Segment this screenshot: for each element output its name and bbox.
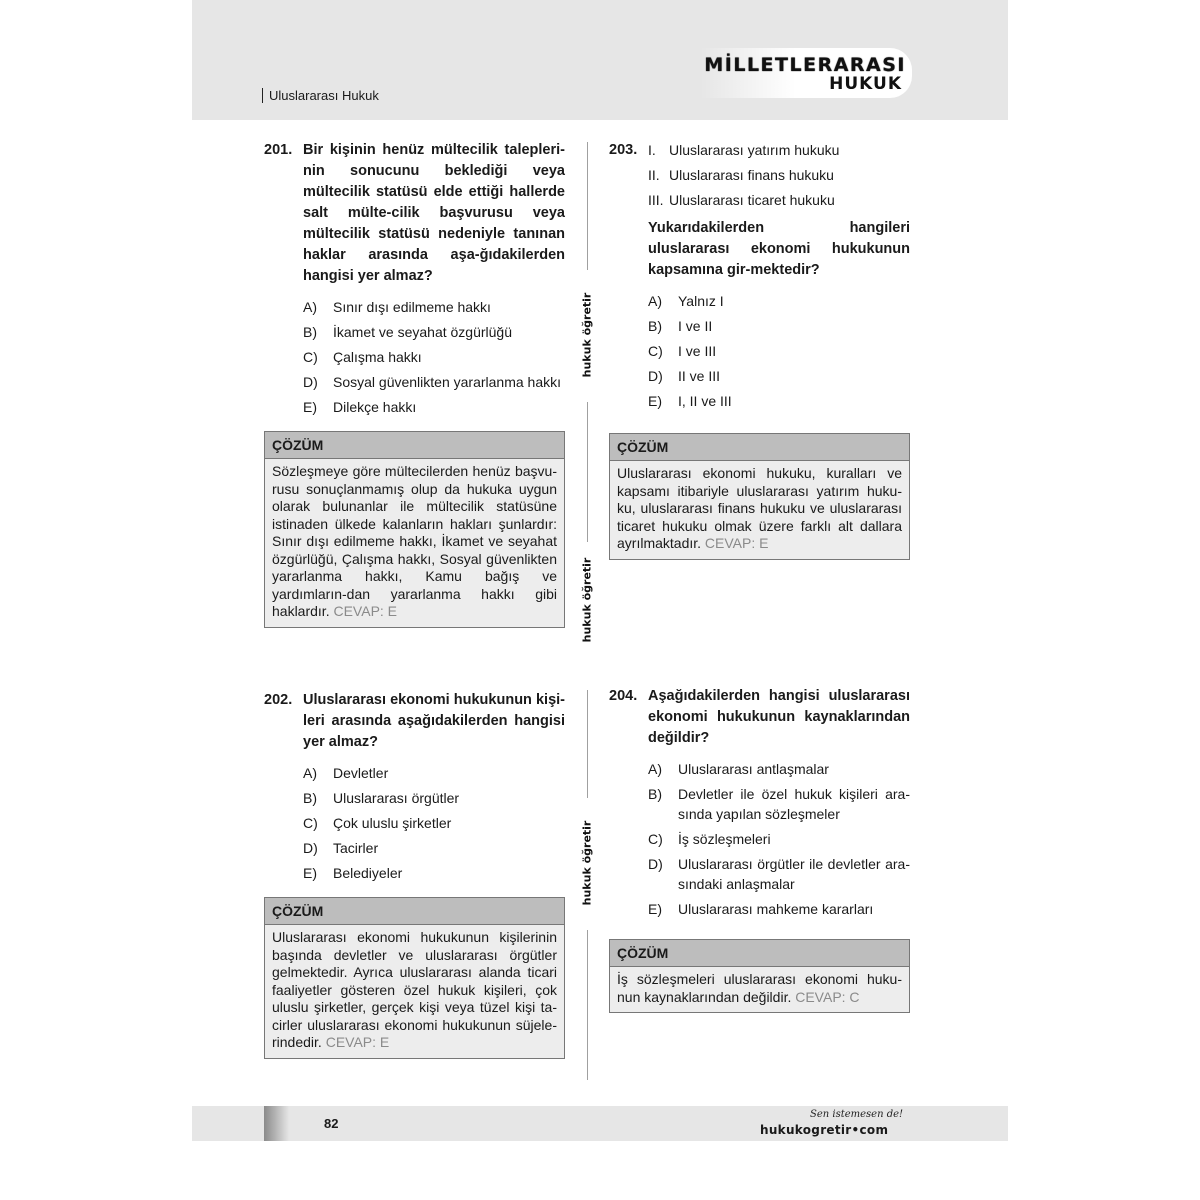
statement-3: III. Uluslararası ticaret hukuku <box>648 192 835 208</box>
question-number: 201. <box>264 142 293 158</box>
solution-box <box>264 897 565 1059</box>
footer-website: hukukogretir•com <box>760 1123 889 1137</box>
statement-1: I. Uluslararası yatırım hukuku <box>648 142 840 158</box>
column-divider <box>587 690 588 798</box>
option-list <box>609 291 910 411</box>
page <box>192 0 1008 1200</box>
answer-key: CEVAP: E <box>333 603 398 619</box>
option-a: A) Yalnız I <box>648 293 724 309</box>
solution-box <box>264 431 565 628</box>
brand-line1: MİLLETLERARASI <box>704 54 906 76</box>
solution-text: Uluslararası ekonomi hukukunun kişilerinin başında devletler ve uluslararası örgütler gelmektedir. Ayrıca uluslararası alanda ticari faaliyetler gösteren özel hukuk kişileri, çok uluslu şirketler, gerçek kişi veya tüzel kişi ta-cirler uluslararası ekonomi hukukunun süjele-rindedir. CEVAP: E <box>272 929 557 1050</box>
option-e: E) I, II ve III <box>648 393 732 409</box>
side-label: hukuk öğretir <box>580 292 594 378</box>
option-c: C) Çok uluslu şirketler <box>303 815 452 831</box>
footer-slogan: Sen istemesen de! <box>810 1109 904 1120</box>
option-c: C) Çalışma hakkı <box>303 349 422 365</box>
solution-text: Uluslararası ekonomi hukuku, kuralları ve kapsamı itibariyle uluslararası yatırım huku-ku, uluslararası finans hukuku ve uluslararası ticaret hukuku olmak üzere farklı alt dallara ayrılmaktadır. CEVAP: E <box>617 465 902 551</box>
solution-text: Sözleşmeye göre mültecilerden henüz başvu-rusu sonuçlanmamış olup da hukuka uygun olarak bulunanlar ile mültecilik statüsüne istinaden ülkede kalanların hakları şunlardır: Sınır dışı edilmeme hakkı, İkamet ve seyahat özgürlüğü, Çalışma hakkı, Sosyal güvenlikten yararlanma hakkı, Kamu bağış ve yardımların-dan yararlanma hakkı gibi haklardır. CEVAP: E <box>272 463 557 619</box>
option-d: D) II ve III <box>648 368 721 384</box>
column-divider <box>587 930 588 1080</box>
brand-logo <box>700 48 912 98</box>
option-list <box>264 763 565 883</box>
option-a: A) Uluslararası antlaşmalar <box>648 761 829 777</box>
option-e: E) Dilekçe hakkı <box>303 399 417 415</box>
solution-title: ÇÖZÜM <box>265 432 564 459</box>
question-201 <box>264 140 565 628</box>
option-list <box>609 759 910 919</box>
solution-title: ÇÖZÜM <box>610 940 909 967</box>
option-e: E) Uluslararası mahkeme kararları <box>648 901 874 917</box>
option-c: C) I ve III <box>648 343 717 359</box>
column-divider <box>587 142 588 270</box>
question-text: Uluslararası ekonomi hukukunun kişi-leri arasında aşağıdakilerden hangisi yer almaz? <box>303 692 565 750</box>
question-number: 204. <box>609 688 638 704</box>
option-b: B) Devletler ile özel hukuk kişileri ara-sında yapılan sözleşmeler <box>648 786 910 822</box>
question-202 <box>264 690 565 1059</box>
solution-text: İş sözleşmeleri uluslararası ekonomi huku-nun kaynaklarından değildir. CEVAP: C <box>617 971 902 1005</box>
statement-2: II. Uluslararası finans hukuku <box>648 167 834 183</box>
option-list <box>264 297 565 417</box>
option-b: B) Uluslararası örgütler <box>303 790 460 806</box>
question-203 <box>609 140 910 560</box>
question-number: 203. <box>609 142 638 158</box>
side-label: hukuk öğretir <box>580 557 594 643</box>
answer-key: CEVAP: E <box>704 535 769 551</box>
option-c: C) İş sözleşmeleri <box>648 831 771 847</box>
option-e: E) Belediyeler <box>303 865 403 881</box>
question-number: 202. <box>264 692 293 708</box>
solution-title: ÇÖZÜM <box>265 898 564 925</box>
section-title: Uluslararası Hukuk <box>262 88 379 103</box>
option-d: D) Tacirler <box>303 840 379 856</box>
option-a: A) Devletler <box>303 765 389 781</box>
page-footer <box>192 1106 1008 1141</box>
question-204 <box>609 686 910 1013</box>
brand-line2: HUKUK <box>829 74 902 94</box>
solution-title: ÇÖZÜM <box>610 434 909 461</box>
option-d: D) Uluslararası örgütler ile devletler ara-sındaki anlaşmalar <box>648 856 910 892</box>
column-divider <box>587 402 588 542</box>
solution-box <box>609 433 910 560</box>
option-b: B) İkamet ve seyahat özgürlüğü <box>303 324 512 340</box>
question-text: Yukarıdakilerden hangileri uluslararası ekonomi hukukunun kapsamına gir-mektedir? <box>648 220 910 278</box>
side-label: hukuk öğretir <box>580 820 594 906</box>
solution-box <box>609 939 910 1013</box>
page-number: 82 <box>324 1116 339 1131</box>
page-header <box>192 0 1008 120</box>
option-d: D) Sosyal güvenlikten yararlanma hakkı <box>303 374 562 390</box>
answer-key: CEVAP: E <box>325 1034 390 1050</box>
footer-accent-bar <box>264 1106 289 1141</box>
answer-key: CEVAP: C <box>795 988 860 1005</box>
option-b: B) I ve II <box>648 318 713 334</box>
option-a: A) Sınır dışı edilmeme hakkı <box>303 299 491 315</box>
question-text: Bir kişinin henüz mültecilik talepleri-nin sonucunu beklediği veya mültecilik statüsü elde ettiği hallerde salt mülte-cilik başvurusu veya mültecilik statüsü nedeniyle tanınan haklar arasında aşa-ğıdakilerden hangisi yer almaz? <box>303 142 565 284</box>
question-text: Aşağıdakilerden hangisi uluslararası ekonomi hukukunun kaynaklarından değildir? <box>648 688 910 746</box>
